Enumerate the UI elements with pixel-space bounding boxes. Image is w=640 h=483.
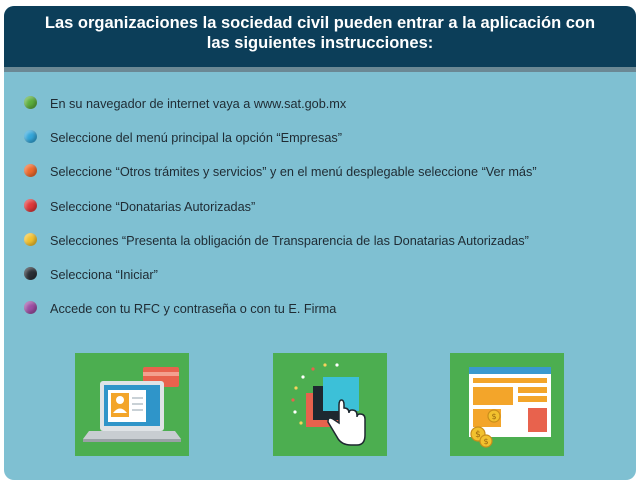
step-text: Accede con tu RFC y contraseña o con tu E. Firma (50, 302, 337, 317)
step-text: Selecciones “Presenta la obligación de Transparencia de las Donatarias Autorizadas” (50, 233, 529, 248)
step-text: Selecciona “Iniciar” (50, 267, 158, 282)
bullet-icon (24, 301, 37, 314)
web-payment-icon (450, 353, 564, 456)
step-4 (24, 199, 537, 233)
step-5 (24, 233, 537, 267)
steps-list (24, 96, 537, 335)
svg-text:$: $ (483, 437, 489, 446)
step-6 (24, 267, 537, 301)
bullet-icon (24, 96, 37, 109)
bullet-icon (24, 164, 37, 177)
bullet-icon (24, 199, 37, 212)
title-line-2: las siguientes instrucciones: (206, 34, 434, 52)
step-text: En su navegador de internet vaya a www.sat.gob.mx (50, 97, 347, 111)
step-2 (24, 130, 537, 164)
bullet-icon (24, 267, 37, 280)
title-line-1: Las organizaciones la sociedad civil pueden entrar a la aplicación con (44, 14, 596, 32)
step-7 (24, 301, 537, 335)
page-title (4, 6, 636, 72)
bullet-icon (24, 130, 37, 143)
svg-text:$: $ (491, 412, 497, 421)
laptop-login-icon (75, 353, 189, 456)
touch-click-icon (273, 353, 387, 456)
step-text: Seleccione “Otros trámites y servicios” y en el menú desplegable seleccione “Ver más” (50, 165, 537, 180)
step-1 (24, 96, 537, 130)
step-text: Seleccione “Donatarias Autorizadas” (50, 199, 256, 214)
instructions-panel (4, 6, 636, 480)
svg-text:$: $ (475, 430, 481, 440)
step-3 (24, 164, 537, 198)
bullet-icon (24, 233, 37, 246)
step-text: Seleccione del menú principal la opción “Empresas” (50, 131, 342, 146)
